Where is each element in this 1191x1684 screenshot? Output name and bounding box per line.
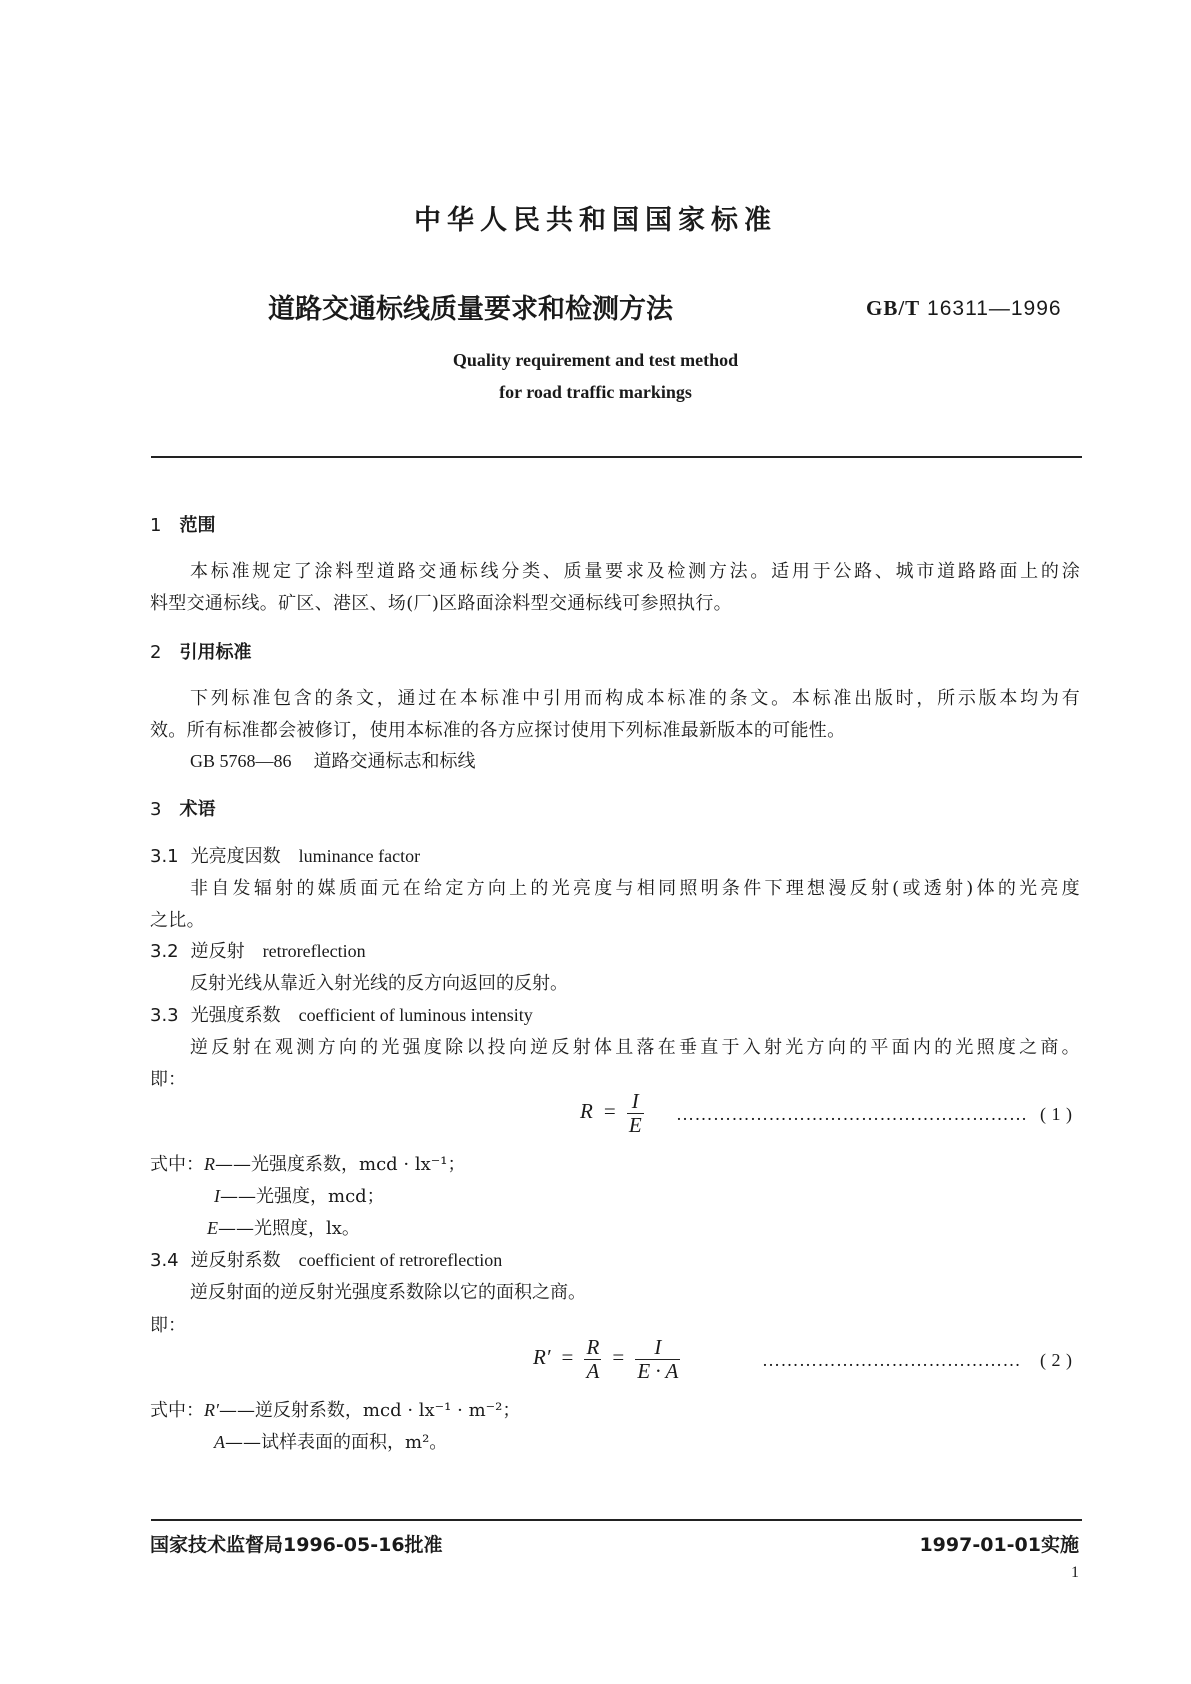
where-1-i-desc: ——光强度，mcd；	[220, 1186, 385, 1207]
header-divider	[151, 456, 1082, 458]
term-3-2	[150, 937, 366, 963]
where-1-r	[150, 1150, 465, 1176]
term-3-4	[150, 1246, 502, 1272]
term-3-4-cn: 逆反射系数	[190, 1250, 281, 1271]
term-3-3-text-1: 逆反射在观测方向的光强度除以投向逆反射体且落在垂直于入射光方向的平面内的光照度之商。	[190, 1037, 1080, 1058]
standard-number	[866, 296, 1062, 321]
where-1-r-desc: ——光强度系数，mcd · lx⁻¹；	[215, 1154, 466, 1175]
equation-2-numerator-b: I	[654, 1335, 662, 1359]
section-1-number: 1	[150, 515, 162, 536]
equation-2-lhs: R′	[533, 1345, 551, 1370]
term-3-1-definition-line1	[150, 874, 1080, 900]
national-standard-heading: 中华人民共和国国家标准	[414, 205, 777, 236]
where-2-rprime-desc: ——逆反射系数，mcd · lx⁻¹ · m⁻²；	[218, 1400, 521, 1421]
section-2-heading	[150, 638, 251, 664]
reference-code: GB 5768—86	[190, 751, 292, 771]
term-3-3	[150, 1001, 533, 1027]
document-title-en-line2: for road traffic markings	[499, 382, 692, 402]
where-1-e-desc: ——光照度，lx。	[218, 1218, 360, 1239]
term-3-1-text-1: 非自发辐射的媒质面元在给定方向上的光亮度与相同照明条件下理想漫反射(或透射)体的光亮度	[190, 878, 1080, 899]
equation-2-fraction-a	[584, 1336, 601, 1383]
term-3-4-number: 3.4	[150, 1250, 179, 1271]
equation-1-denominator: E	[628, 1113, 642, 1138]
term-3-1-cn: 光亮度因数	[190, 846, 281, 867]
equation-1-fraction	[627, 1090, 644, 1137]
equation-2-numerator-a: R	[586, 1335, 600, 1359]
section-1-title: 范围	[179, 515, 216, 536]
where-1-i-symbol: I	[214, 1186, 220, 1206]
where-1-e	[207, 1214, 360, 1240]
standard-prefix: GB/T	[866, 296, 921, 320]
equation-2-denominator-a: A	[586, 1359, 600, 1384]
term-3-4-en: coefficient of retroreflection	[298, 1250, 503, 1270]
term-3-3-number: 3.3	[150, 1005, 179, 1026]
equation-2-denominator-b: E · A	[637, 1359, 679, 1384]
term-3-1-en: luminance factor	[298, 846, 421, 866]
equation-1: R = $\frac{I}{E}$	[580, 1089, 642, 1138]
equation-2-label: ( 2 )	[1040, 1350, 1073, 1370]
term-3-2-en: retroreflection	[262, 941, 366, 961]
where-1-r-symbol: R	[204, 1154, 215, 1174]
section-1-paragraph-line1	[150, 557, 1080, 583]
section-2-text-1: 下列标准包含的条文，通过在本标准中引用而构成本标准的条文。本标准出版时，所示版本均为有	[190, 688, 1080, 709]
section-2-paragraph-line1	[150, 684, 1080, 710]
term-3-1-number: 3.1	[150, 846, 179, 867]
term-3-2-number: 3.2	[150, 941, 179, 962]
where-1-e-symbol: E	[207, 1218, 218, 1238]
term-3-2-cn: 逆反射	[190, 941, 245, 962]
term-3-3-ie: 即：	[150, 1069, 186, 1090]
where-1-prefix: 式中：	[150, 1154, 204, 1175]
page-number: 1	[1071, 1564, 1079, 1581]
approval-date: 国家技术监督局1996-05-16批准	[150, 1534, 443, 1556]
term-3-1	[150, 842, 420, 868]
term-3-3-cn: 光强度系数	[190, 1005, 281, 1026]
reference-title: 道路交通标志和标线	[313, 751, 476, 772]
where-2-a	[214, 1428, 447, 1454]
section-2-paragraph-line2: 效。所有标准都会被修订，使用本标准的各方应探讨使用下列标准最新版本的可能性。	[150, 720, 846, 741]
where-2-rprime-symbol: R′	[204, 1400, 219, 1420]
section-3-number: 3	[150, 799, 162, 820]
section-3-heading	[150, 795, 215, 821]
term-3-4-definition: 逆反射面的逆反射光强度系数除以它的面积之商。	[190, 1282, 586, 1303]
section-1-text-1: 本标准规定了涂料型道路交通标线分类、质量要求及检测方法。适用于公路、城市道路路面上的涂	[190, 561, 1080, 582]
where-2-a-desc: ——试样表面的面积，m²。	[225, 1432, 448, 1453]
section-3-title: 术语	[179, 799, 216, 820]
where-2-prefix: 式中：	[150, 1400, 204, 1421]
document-title-cn: 道路交通标线质量要求和检测方法	[268, 294, 673, 325]
standard-number-value: 16311—1996	[927, 297, 1062, 320]
reference-standard	[190, 747, 476, 773]
section-1-heading	[150, 511, 215, 537]
equation-2-fraction-b	[635, 1336, 680, 1383]
section-2-title: 引用标准	[179, 642, 252, 663]
equation-1-lhs: R	[580, 1099, 593, 1124]
term-3-4-ie: 即：	[150, 1315, 186, 1336]
effective-date: 1997-01-01实施	[919, 1534, 1079, 1556]
term-3-3-definition-line1	[150, 1033, 1080, 1059]
where-1-i	[214, 1182, 385, 1208]
term-3-2-definition: 反射光线从靠近入射光线的反方向返回的反射。	[190, 973, 568, 994]
document-title-en-line1: Quality requirement and test method	[452, 350, 739, 370]
section-1-paragraph-line2: 料型交通标线。矿区、港区、场(厂)区路面涂料型交通标线可参照执行。	[150, 593, 732, 614]
term-3-3-en: coefficient of luminous intensity	[298, 1005, 533, 1025]
equation-1-leader-dots: …………………………………………………	[676, 1104, 1028, 1124]
equation-1-label: ( 1 )	[1040, 1104, 1073, 1124]
footer-divider	[151, 1519, 1082, 1521]
equation-2: R′ = $\frac{R}{A}$ = $\frac{I}{E \cdot A}$	[533, 1335, 679, 1384]
where-2-rprime	[150, 1396, 520, 1422]
section-2-number: 2	[150, 642, 162, 663]
term-3-1-definition-line2: 之比。	[150, 910, 205, 931]
where-2-a-symbol: A	[214, 1432, 225, 1452]
equation-2-leader-dots: ……………………………………	[762, 1350, 1021, 1370]
equation-1-numerator: I	[631, 1089, 639, 1113]
